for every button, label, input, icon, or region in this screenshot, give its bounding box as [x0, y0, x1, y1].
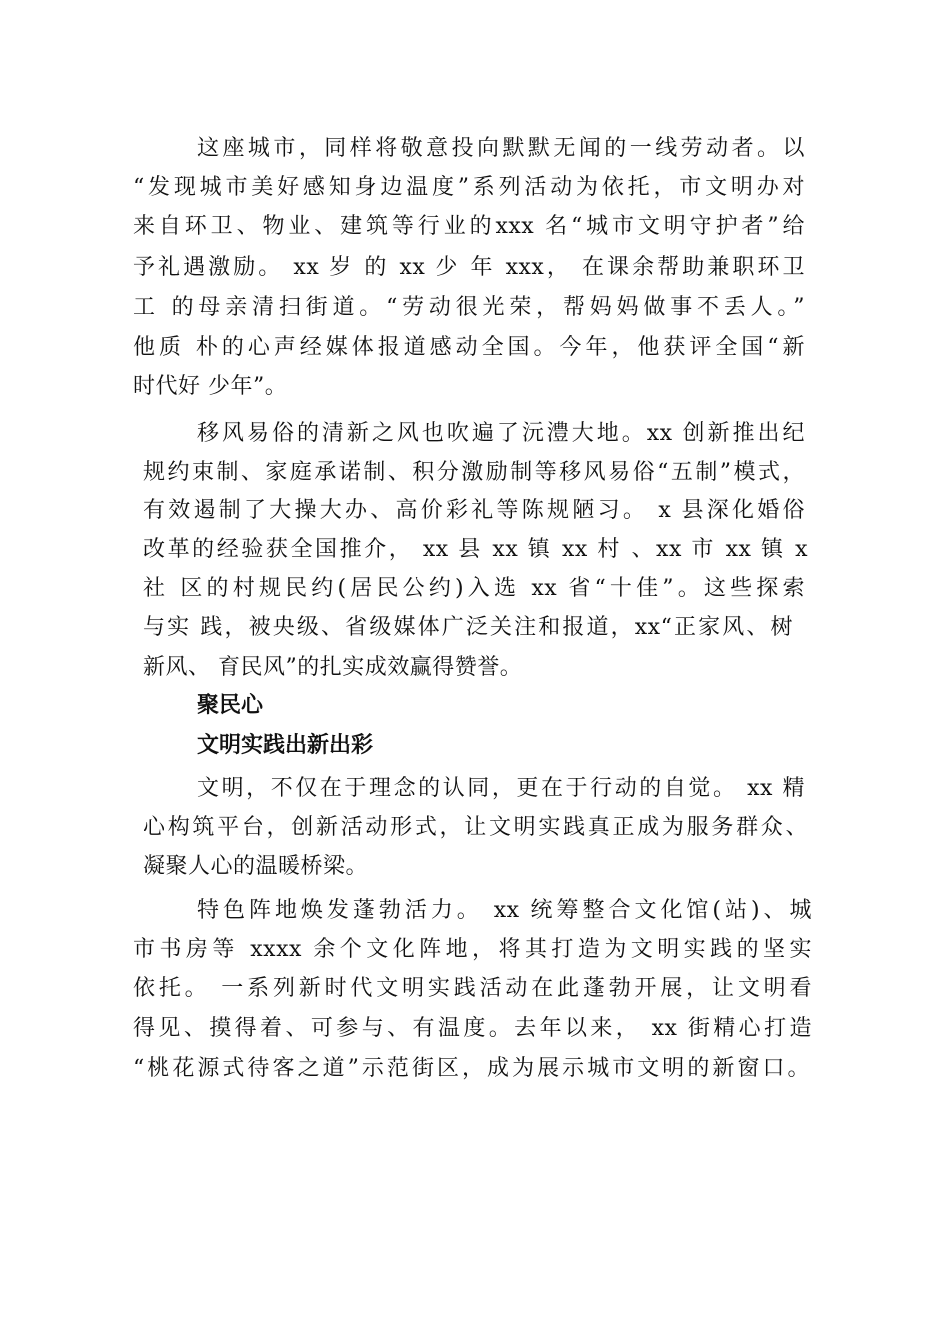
- section-subheading: 文明实践出新出彩: [197, 733, 374, 758]
- text-line: 予礼遇激励。 xx 岁 的 xx 少 年 xxx， 在课余帮助兼职环卫: [133, 255, 805, 280]
- text-line: 社 区的村规民约(居民公约)入选 xx 省“十佳”。这些探索: [143, 576, 805, 601]
- text-line: 规约束制、家庭承诺制、积分激励制等移风易俗“五制”模式，: [143, 460, 805, 485]
- text-line: 有效遏制了大操大办、高价彩礼等陈规陋习。 x 县深化婚俗: [143, 498, 805, 523]
- text-line: 依托。 一系列新时代文明实践活动在此蓬勃开展，让文明看: [133, 976, 812, 1001]
- text-line: 市书房等 xxxx 余个文化阵地，将其打造为文明实践的坚实: [133, 937, 812, 962]
- text-line: 他质 朴的心声经媒体报道感动全国。今年，他获评全国“新: [133, 335, 805, 360]
- text-line: “发现城市美好感知身边温度”系列活动为依托，市文明办对: [133, 175, 805, 200]
- text-line: 时代好 少年”。: [133, 374, 288, 399]
- text-line: 特色阵地焕发蓬勃活力。 xx 统筹整合文化馆(站)、城: [197, 898, 812, 923]
- text-line: 得见、摸得着、可参与、有温度。去年以来， xx 街精心打造: [133, 1016, 812, 1041]
- text-line: 文明，不仅在于理念的认同，更在于行动的自觉。 xx 精: [197, 776, 805, 801]
- section-heading: 聚民心: [197, 693, 264, 718]
- text-line: 移风易俗的清新之风也吹遍了沅澧大地。xx 创新推出纪: [197, 421, 805, 446]
- text-line: 改革的经验获全国推介， xx 县 xx 镇 xx 村 、xx 市 xx 镇 x: [143, 537, 808, 562]
- text-line: 新风、 育民风”的扎实成效赢得赞誉。: [143, 655, 523, 680]
- text-line: 工 的母亲清扫街道。“劳动很光荣，帮妈妈做事不丢人。”: [133, 295, 805, 320]
- text-line: 来自环卫、物业、建筑等行业的xxx 名“城市文明守护者”给: [133, 214, 805, 239]
- text-line: 这座城市，同样将敬意投向默默无闻的一线劳动者。以: [197, 136, 805, 161]
- text-line: 心构筑平台，创新活动形式，让文明实践真正成为服务群众、: [143, 815, 808, 840]
- text-line: 凝聚人心的温暖桥梁。: [143, 854, 369, 879]
- text-line: “桃花源式待客之道”示范街区，成为展示城市文明的新窗口。: [133, 1056, 810, 1081]
- text-line: 与实 践，被央级、省级媒体广泛关注和报道，xx“正家风、树: [143, 615, 793, 640]
